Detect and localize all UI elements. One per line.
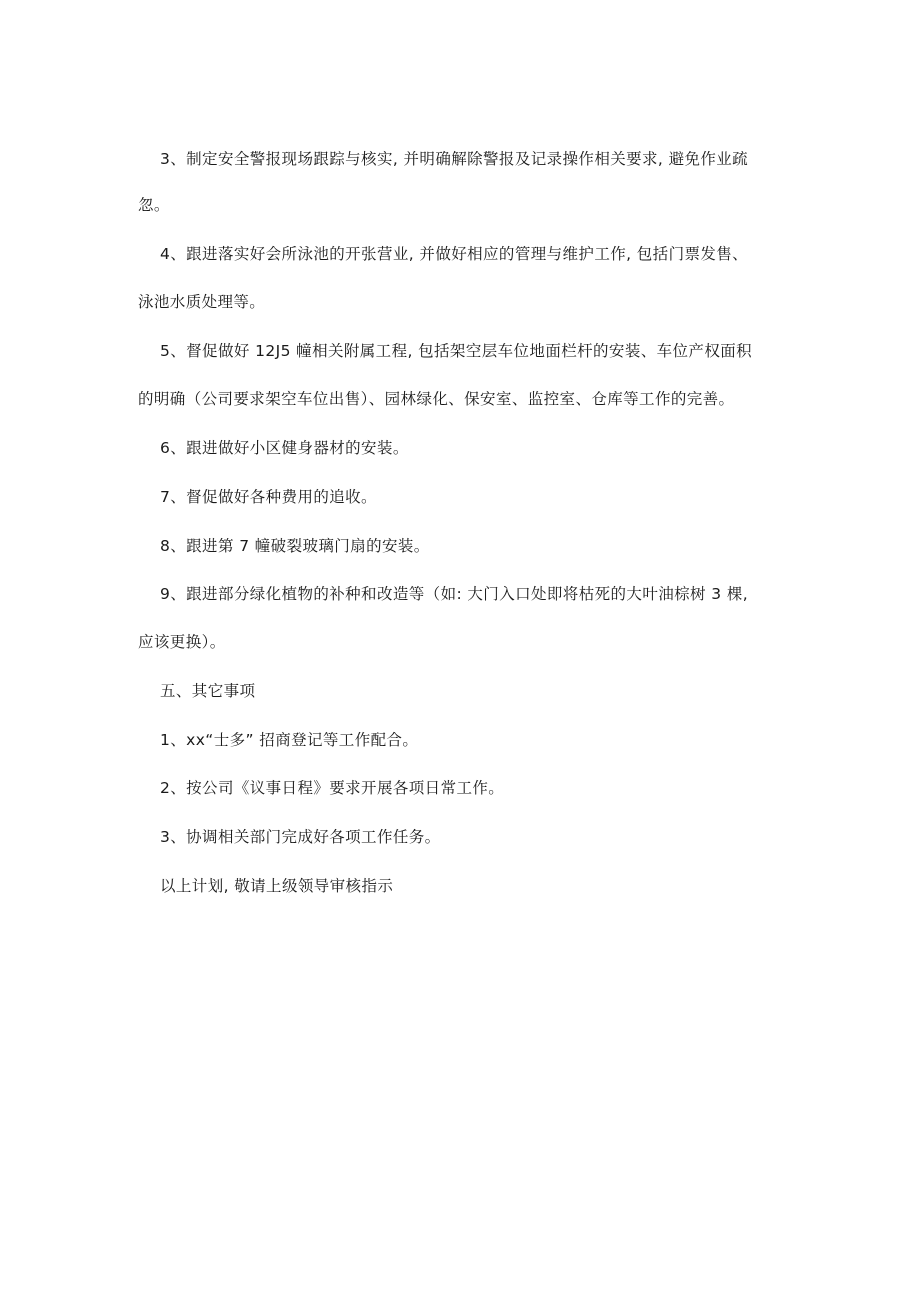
item-5-line-2: 的明确（公司要求架空车位出售）、园林绿化、保安室、监控室、仓库等工作的完善。 bbox=[138, 390, 735, 408]
item-5-line-1: 5、督促做好 12J5 幢相关附属工程, 包括架空层车位地面栏杆的安装、车位产权面积 bbox=[160, 342, 753, 360]
item-6: 6、跟进做好小区健身器材的安装。 bbox=[160, 439, 409, 457]
item-4-line-2: 泳池水质处理等。 bbox=[138, 293, 266, 311]
item-3-line-1: 3、制定安全警报现场跟踪与核实, 并明确解除警报及记录操作相关要求, 避免作业疏 bbox=[160, 150, 749, 168]
other-item-1: 1、xx“士多” 招商登记等工作配合。 bbox=[160, 731, 419, 749]
other-item-2: 2、按公司《议事日程》要求开展各项日常工作。 bbox=[160, 779, 505, 797]
item-3-line-2: 忽。 bbox=[138, 196, 170, 214]
item-4-line-1: 4、跟进落实好会所泳池的开张营业, 并做好相应的管理与维护工作, 包括门票发售、 bbox=[160, 245, 749, 263]
closing-statement: 以上计划, 敬请上级领导审核指示 bbox=[160, 877, 394, 895]
item-7: 7、督促做好各种费用的追收。 bbox=[160, 488, 377, 506]
section-5-heading: 五、其它事项 bbox=[160, 682, 256, 700]
item-9-line-2: 应该更换）。 bbox=[138, 633, 226, 651]
item-8: 8、跟进第 7 幢破裂玻璃门扇的安装。 bbox=[160, 537, 430, 555]
other-item-3: 3、协调相关部门完成好各项工作任务。 bbox=[160, 828, 441, 846]
item-9-line-1: 9、跟进部分绿化植物的补种和改造等（如: 大门入口处即将枯死的大叶油棕树 3 棵, bbox=[160, 585, 749, 603]
